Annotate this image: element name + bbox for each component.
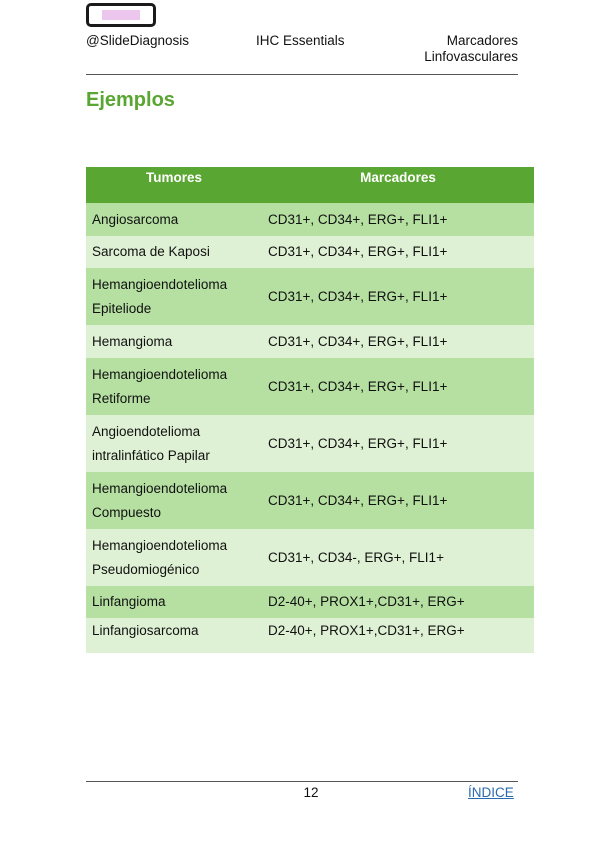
footer-divider	[86, 781, 518, 782]
table-row	[86, 472, 534, 529]
header-handle: @SlideDiagnosis	[86, 33, 190, 48]
table-header-row	[86, 167, 534, 203]
logo-mark	[102, 10, 140, 20]
markers-cell: CD31+, CD34+, ERG+, FLI1+	[262, 268, 534, 325]
table-row	[86, 618, 534, 653]
markers-cell: CD31+, CD34+, ERG+, FLI1+	[262, 472, 534, 529]
table-row	[86, 268, 534, 325]
table-row	[86, 203, 534, 236]
tumor-cell: Hemangioma	[86, 325, 262, 358]
index-link[interactable]: ÍNDICE	[468, 785, 514, 800]
markers-table	[86, 167, 534, 653]
markers-cell: CD31+, CD34+, ERG+, FLI1+	[262, 236, 534, 268]
header-series: IHC Essentials	[256, 33, 345, 48]
table-row	[86, 236, 534, 268]
tumor-cell: Hemangioendotelioma Retiforme	[86, 358, 262, 415]
table-row	[86, 586, 534, 618]
markers-cell: D2-40+, PROX1+,CD31+, ERG+	[262, 618, 534, 653]
markers-cell: CD31+, CD34+, ERG+, FLI1+	[262, 325, 534, 358]
table-row	[86, 358, 534, 415]
tumor-cell: Angiosarcoma	[86, 203, 262, 236]
tumor-cell: Linfangioma	[86, 586, 262, 618]
table-row	[86, 529, 534, 586]
markers-cell: CD31+, CD34-, ERG+, FLI1+	[262, 529, 534, 586]
markers-cell: D2-40+, PROX1+,CD31+, ERG+	[262, 586, 534, 618]
page-number: 12	[303, 785, 319, 800]
section-title: Ejemplos	[86, 89, 175, 111]
column-header-marcadores: Marcadores	[262, 167, 534, 203]
column-header-tumores: Tumores	[86, 167, 262, 203]
tumor-cell: Sarcoma de Kaposi	[86, 236, 262, 268]
logo	[86, 3, 156, 27]
table-row	[86, 415, 534, 472]
header-divider	[86, 74, 518, 75]
markers-cell: CD31+, CD34+, ERG+, FLI1+	[262, 415, 534, 472]
tumor-cell: Linfangiosarcoma	[86, 618, 262, 653]
tumor-cell: Hemangioendotelioma Pseudomiogénico	[86, 529, 262, 586]
tumor-cell: Angioendotelioma intralinfático Papilar	[86, 415, 262, 472]
header-topic	[388, 33, 518, 65]
table-row	[86, 325, 534, 358]
markers-cell: CD31+, CD34+, ERG+, FLI1+	[262, 358, 534, 415]
tumor-cell: Hemangioendotelioma Compuesto	[86, 472, 262, 529]
header-topic-line1: Marcadores	[446, 33, 518, 48]
header-topic-line2: Linfovasculares	[424, 49, 518, 64]
tumor-cell: Hemangioendotelioma Epiteliode	[86, 268, 262, 325]
markers-cell: CD31+, CD34+, ERG+, FLI1+	[262, 203, 534, 236]
